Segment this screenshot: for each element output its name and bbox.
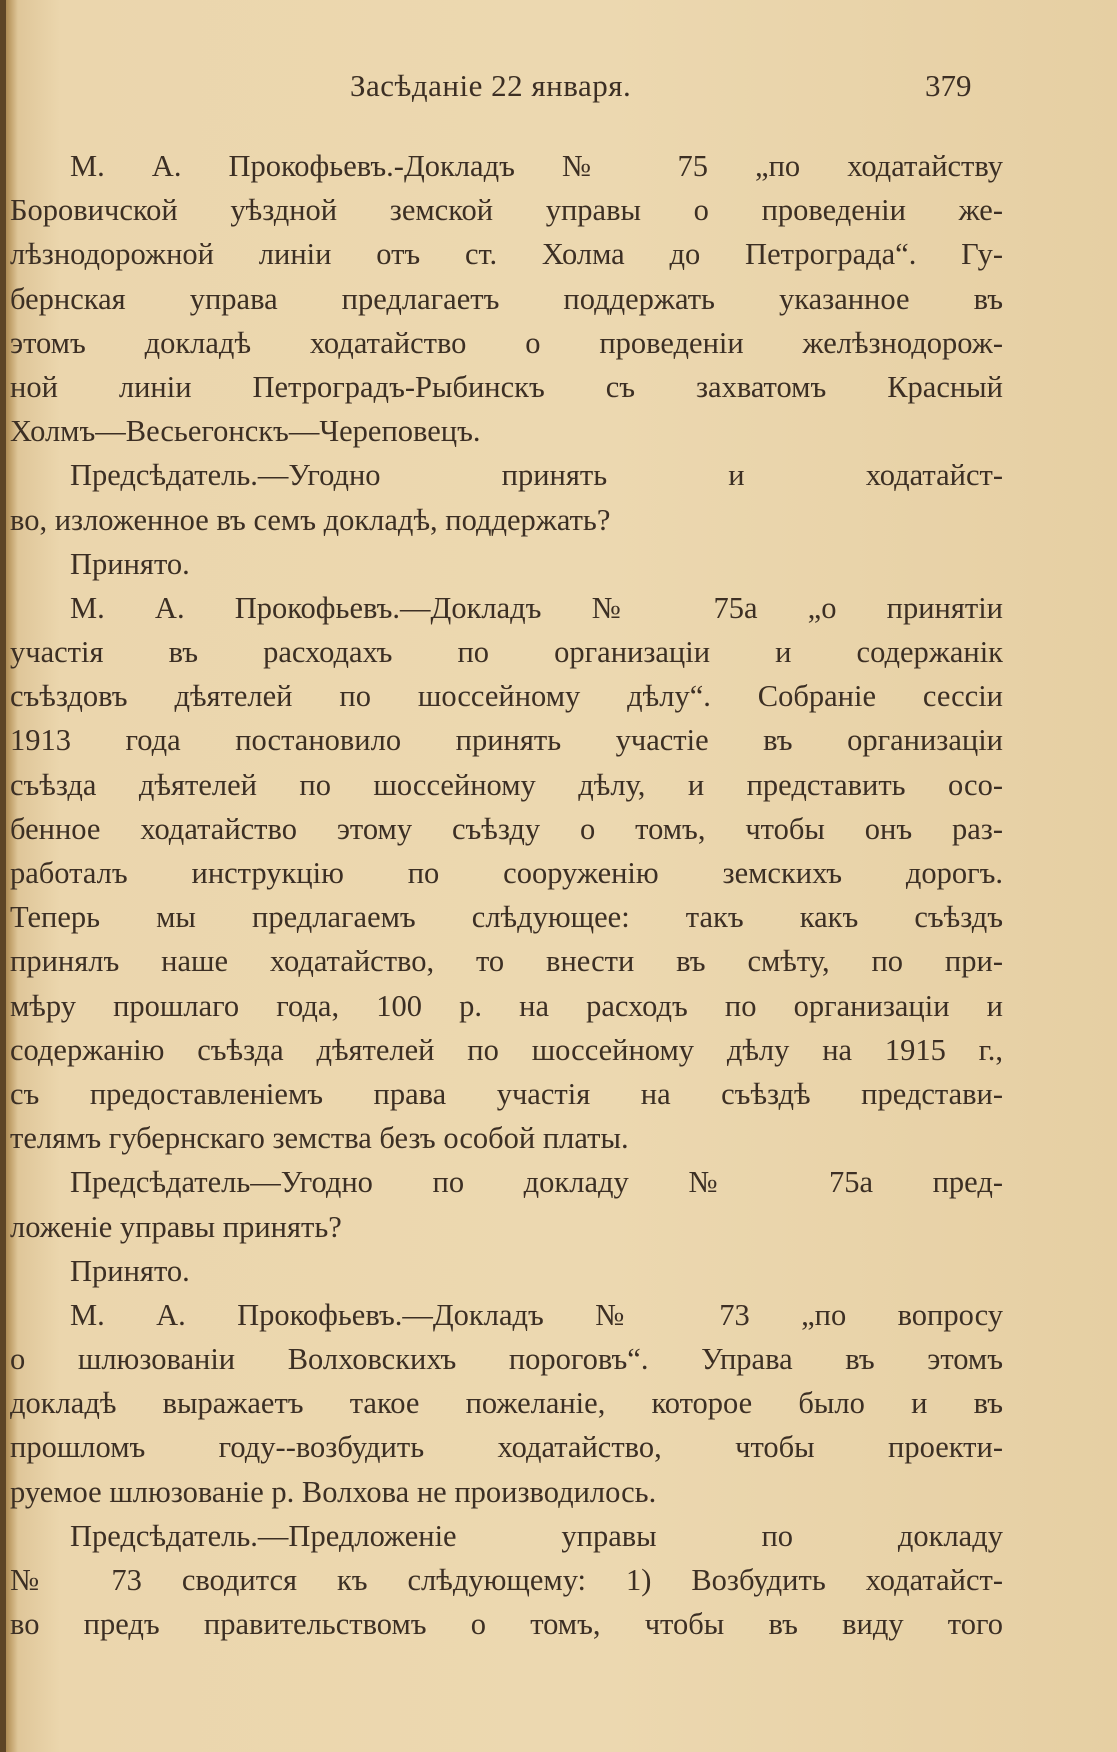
- text-line: мѣру прошлаго года, 100 р. на расходъ по организаціи и: [10, 988, 1003, 1023]
- text-line: работалъ инструкцію по сооруженію земскихъ дорогъ.: [10, 856, 1003, 890]
- text-line: М. А. Прокофьевъ.—Докладъ № 75а „о принятіи: [70, 590, 1003, 625]
- page-number: 379: [925, 68, 972, 103]
- text-line: Принято.: [70, 546, 190, 581]
- text-line: 1913 года постановило принять участіе въ организаціи: [10, 723, 1003, 758]
- text-line: ной линіи Петроградъ-Рыбинскъ съ захватомъ Красный: [10, 369, 1003, 404]
- text-line: бернская управа предлагаетъ поддержать указанное въ: [10, 281, 1003, 316]
- text-line: ложеніе управы принять?: [10, 1209, 342, 1244]
- text-line: о шлюзованіи Волховскихъ пороговъ“. Управа въ этомъ: [10, 1342, 1003, 1377]
- text-line: съѣзда дѣятелей по шоссейному дѣлу, и представить осо-: [10, 767, 1003, 802]
- text-line: содержанію съѣзда дѣятелей по шоссейному дѣлу на 1915 г.,: [10, 1032, 1003, 1067]
- text-line: Предсѣдатель.—Угодно принять и ходатайст-: [70, 458, 1003, 493]
- text-line: руемое шлюзованіе р. Волхова не производилось.: [10, 1474, 657, 1509]
- text-line: съ предоставленіемъ права участія на съѣздѣ представи-: [10, 1076, 1003, 1111]
- binding-edge: [0, 0, 6, 1752]
- text-line: участія въ расходахъ по организаціи и содержанік: [10, 635, 1003, 670]
- text-line: съѣздовъ дѣятелей по шоссейному дѣлу“. Собраніе сессіи: [10, 679, 1003, 714]
- text-line: прошломъ году--возбудить ходатайство, чтобы проекти-: [10, 1430, 1003, 1465]
- text-line: принялъ наше ходатайство, то внести въ смѣту, по при-: [10, 944, 1003, 979]
- text-line: М. А. Прокофьевъ.-Докладъ № 75 „по ходатайству: [70, 149, 1003, 183]
- text-line: телямъ губернскаго земства безъ особой платы.: [10, 1121, 629, 1156]
- text-line: Предсѣдатель.—Предложеніе управы по докладу: [70, 1518, 1003, 1553]
- text-line: Предсѣдатель—Угодно по докладу № 75а пред-: [70, 1165, 1003, 1200]
- text-line: докладѣ выражаетъ такое пожеланіе, которое было и въ: [10, 1386, 1003, 1421]
- text-line: № 73 сводится къ слѣдующему: 1) Возбудить ходатайст-: [10, 1563, 1003, 1597]
- text-line: во предъ правительствомъ о томъ, чтобы въ виду того: [10, 1607, 1003, 1642]
- running-title: Засѣданіе 22 января.: [350, 68, 632, 103]
- text-line: Холмъ—Весьегонскъ—Череповецъ.: [10, 414, 481, 449]
- text-line: Принято.: [70, 1253, 190, 1288]
- text-line: бенное ходатайство этому съѣзду о томъ, чтобы онъ раз-: [10, 811, 1003, 846]
- text-line: Боровичской уѣздной земской управы о проведеніи же-: [10, 193, 1003, 228]
- text-line: Теперь мы предлагаемъ слѣдующее: такъ какъ съѣздъ: [10, 900, 1003, 935]
- text-line: лѣзнодорожной линіи отъ ст. Холма до Петрограда“. Гу-: [10, 237, 1003, 272]
- text-line: этомъ докладѣ ходатайство о проведеніи желѣзнодорож-: [10, 325, 1003, 360]
- text-line: во, изложенное въ семъ докладѣ, поддержать?: [10, 502, 611, 537]
- page-header: [0, 68, 1117, 108]
- body-text: [10, 144, 1003, 1646]
- text-line: М. А. Прокофьевъ.—Докладъ № 73 „по вопросу: [70, 1297, 1003, 1332]
